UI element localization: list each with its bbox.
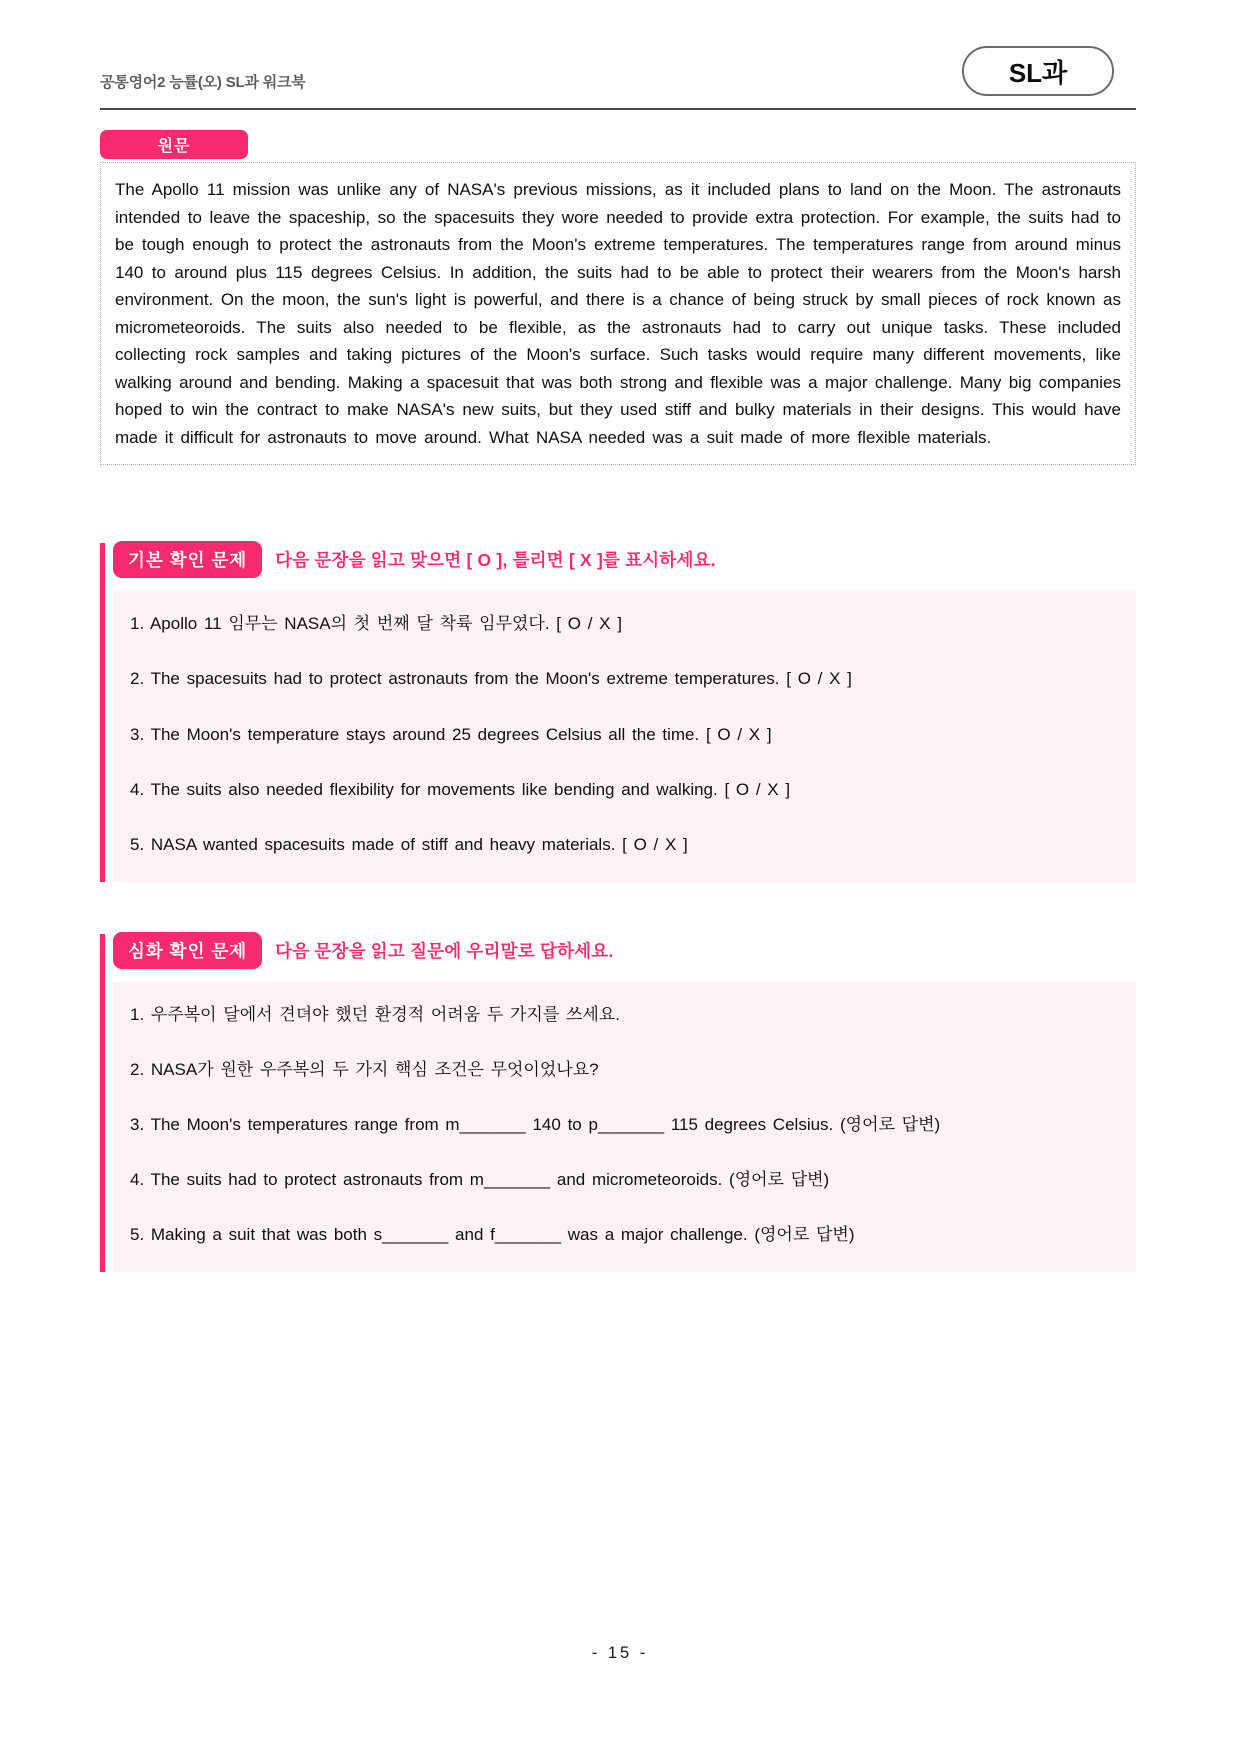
question-item: 5. NASA wanted spacesuits made of stiff and heavy materials. [ O / X ] bbox=[130, 834, 688, 854]
question-item: 2. NASA가 원한 우주복의 두 가지 핵심 조건은 무엇이었나요? bbox=[130, 1059, 599, 1079]
section-accent-bar bbox=[100, 543, 105, 881]
section-header bbox=[113, 932, 1136, 969]
page-footer bbox=[0, 1644, 1240, 1663]
section-badge: 기본 확인 문제 bbox=[113, 541, 262, 578]
question-list bbox=[113, 982, 1136, 1272]
question-list bbox=[113, 591, 1136, 881]
passage-box bbox=[100, 162, 1136, 465]
passage-label: 원문 bbox=[100, 130, 248, 159]
header-divider bbox=[100, 108, 1136, 110]
page-number: - 15 - bbox=[591, 1644, 649, 1662]
question-item: 4. The suits had to protect astronauts from m_______ and micrometeoroids. (영어로 답변) bbox=[130, 1170, 830, 1190]
unit-badge: SL과 bbox=[962, 46, 1114, 96]
question-item: 3. The Moon's temperature stays around 25 degrees Celsius all the time. [ O / X ] bbox=[130, 724, 772, 744]
section-basic-check bbox=[100, 541, 1136, 881]
question-item: 1. Apollo 11 임무는 NASA의 첫 번째 달 착륙 임무였다. [ O / X ] bbox=[130, 614, 622, 634]
page-header bbox=[100, 0, 1136, 96]
question-item: 2. The spacesuits had to protect astronauts from the Moon's extreme temperatures. [ O / X ] bbox=[130, 669, 852, 689]
section-instruction: 다음 문장을 읽고 질문에 우리말로 답하세요. bbox=[275, 940, 614, 961]
section-badge: 심화 확인 문제 bbox=[113, 932, 262, 969]
question-item: 5. Making a suit that was both s_______ and f_______ was a major challenge. (영어로 답변) bbox=[130, 1225, 855, 1245]
question-item: 4. The suits also needed flexibility for movements like bending and walking. [ O / X ] bbox=[130, 779, 791, 799]
section-instruction: 다음 문장을 읽고 맞으면 [ O ], 틀리면 [ X ]를 표시하세요. bbox=[275, 550, 716, 571]
section-advanced-check bbox=[100, 932, 1136, 1272]
question-item: 1. 우주복이 달에서 견뎌야 했던 환경적 어려움 두 가지를 쓰세요. bbox=[130, 1004, 620, 1024]
question-item: 3. The Moon's temperatures range from m_______ 140 to p_______ 115 degrees Celsius. (영어로 답변) bbox=[130, 1114, 941, 1134]
breadcrumb: 공통영어2 능률(오) SL과 워크북 bbox=[100, 74, 306, 91]
section-header bbox=[113, 541, 1136, 578]
section-accent-bar bbox=[100, 934, 105, 1272]
passage-text: The Apollo 11 mission was unlike any of NASA's previous missions, as it included plans to land on the Moon. The astronauts intended to leave the spaceship, so the spacesuits they wore needed to provide extra protection. For example, the suits had to be tough enough to protect the astronauts from the Moon's extreme temperatures. The temperatures range from around minus 140 to around plus 115 degrees Celsius. In addition, the suits had to be able to protect their wearers from the Moon's harsh environment. On the moon, the sun's light is powerful, and there is a chance of being struck by small pieces of rock known as micrometeoroids. The suits also needed to be flexible, as the astronauts had to carry out unique tasks. These included collecting rock samples and taking pictures of the Moon's surface. Such tasks would require many different movements, like walking around and bending. Making a spacesuit that was both strong and flexible was a major challenge. Many big companies hoped to win the contract to make NASA's new suits, but they used stiff and bulky materials in their designs. This would have made it difficult for astronauts to move around. What NASA needed was a suit made of more flexible materials. bbox=[115, 180, 1121, 447]
